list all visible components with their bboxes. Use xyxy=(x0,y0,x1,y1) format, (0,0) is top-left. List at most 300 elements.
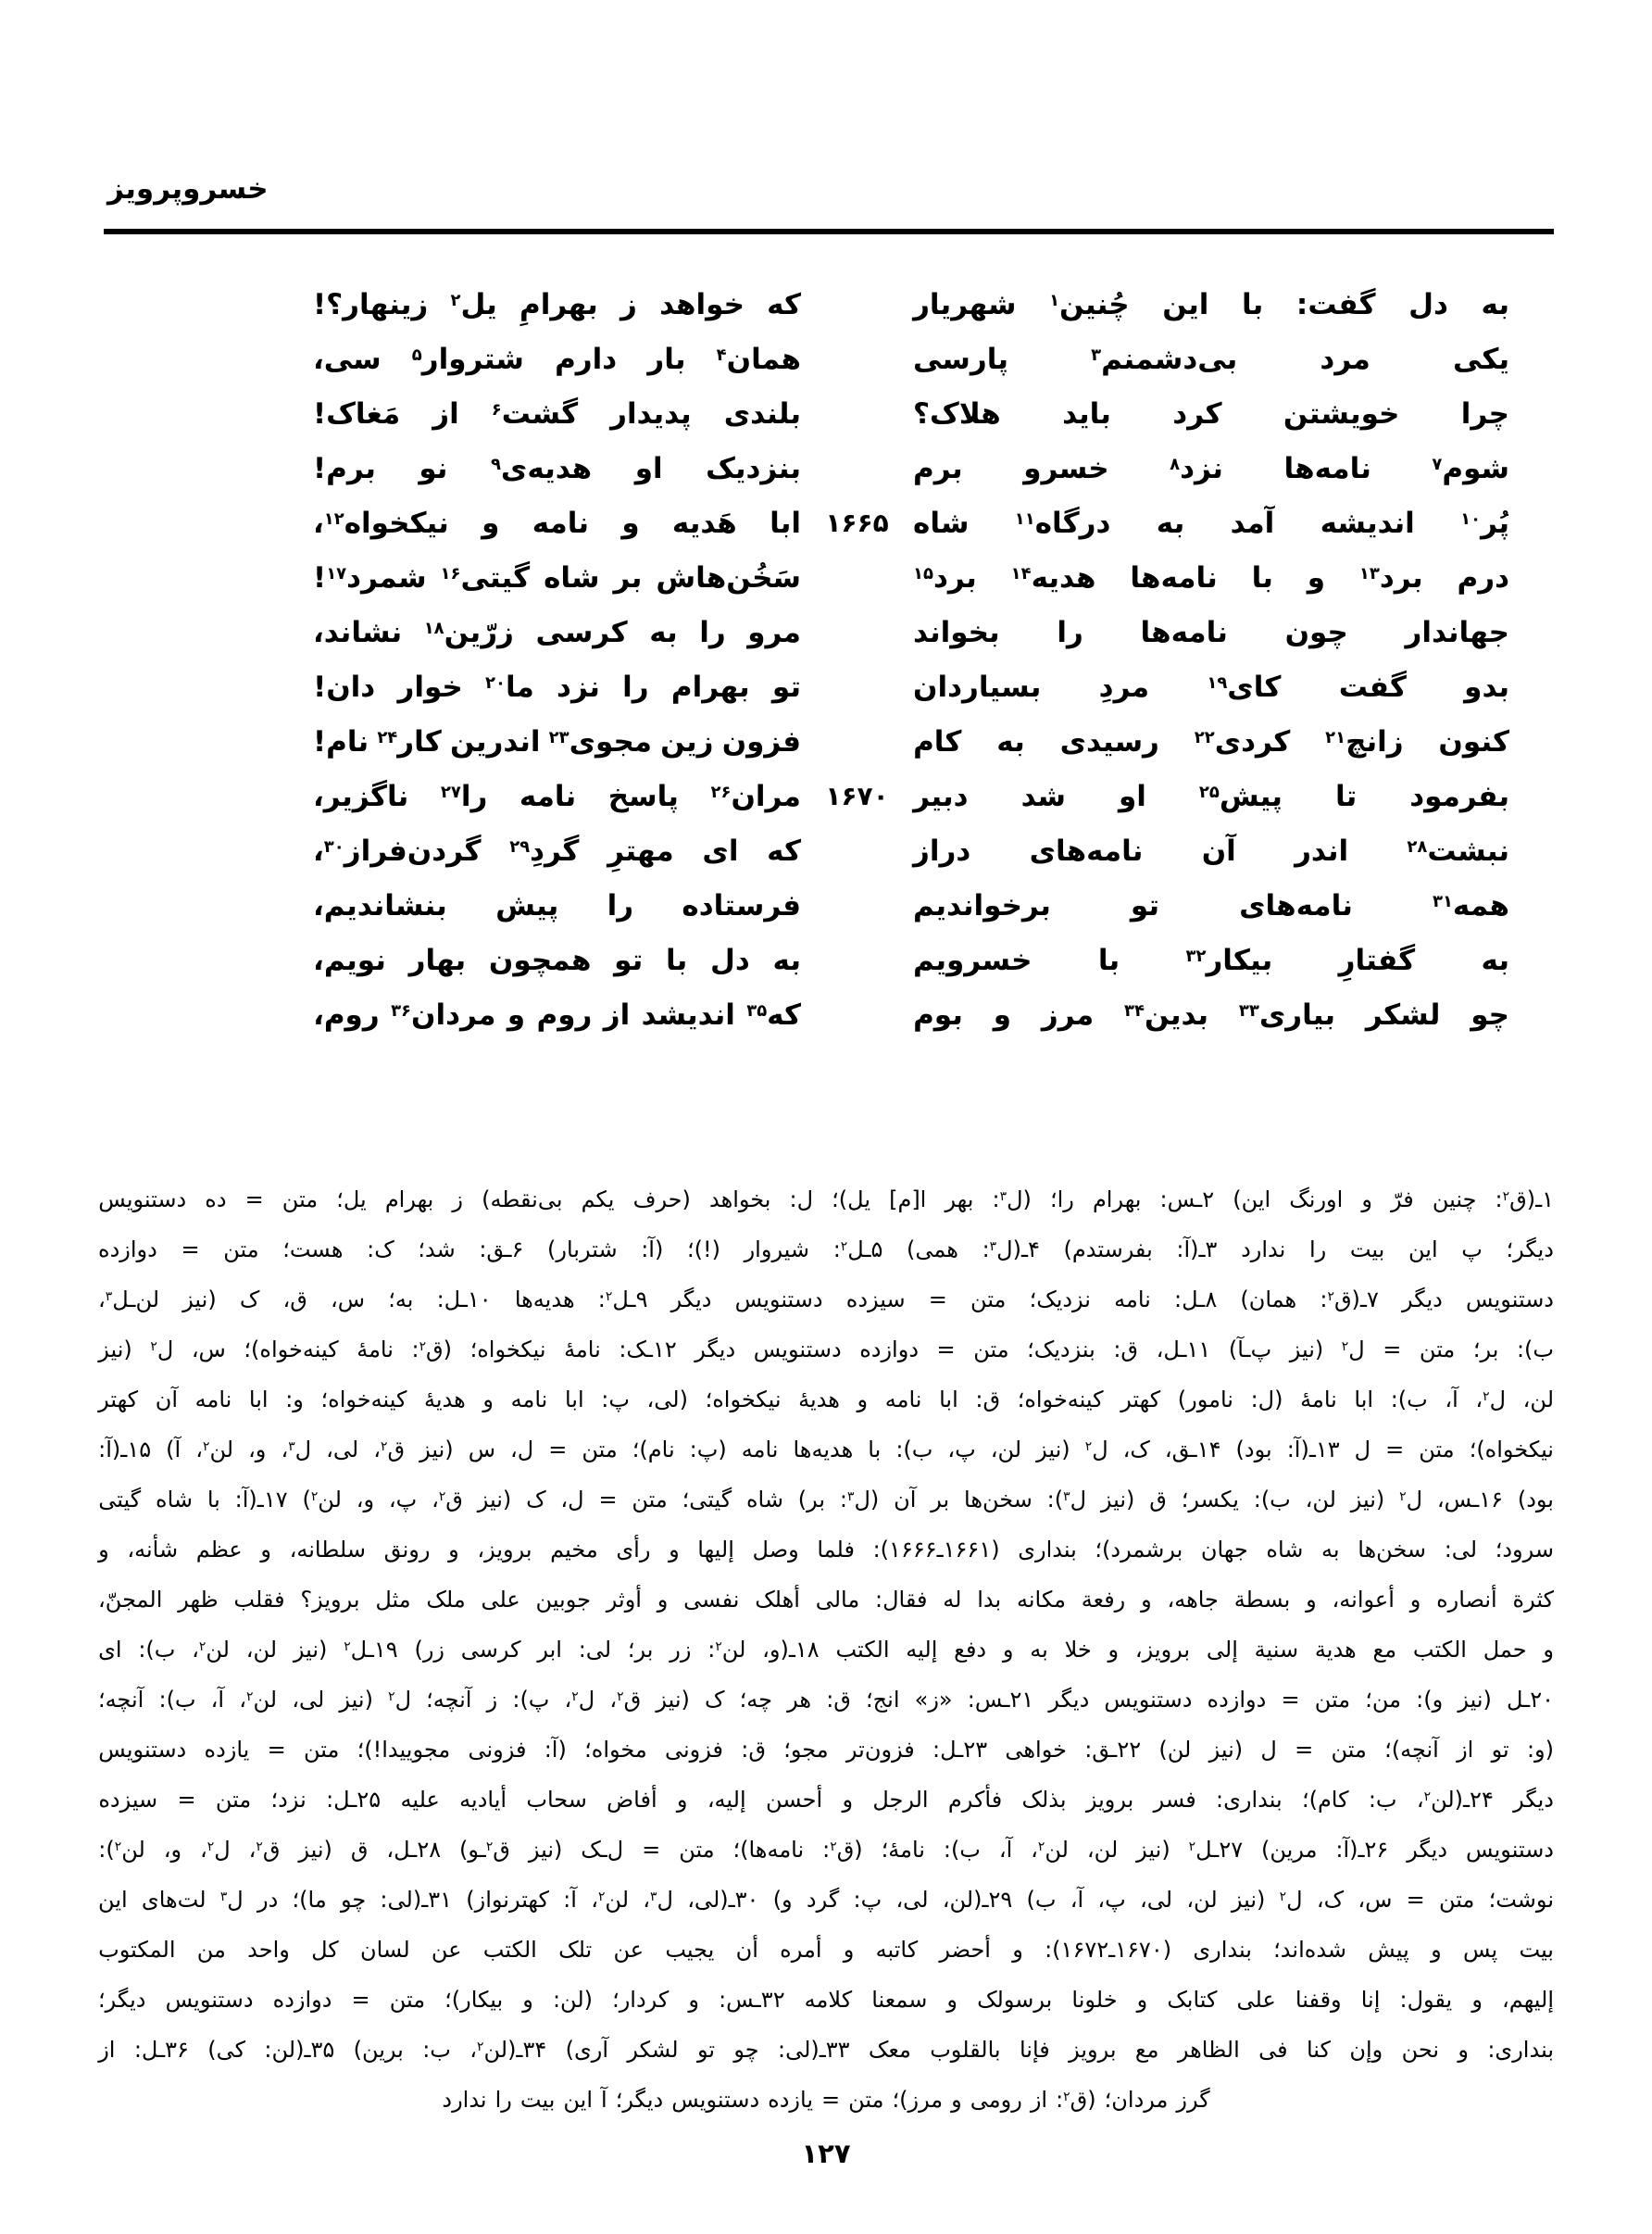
word: أوثر xyxy=(606,1587,642,1613)
word: هلاک؟ xyxy=(913,396,1001,431)
word: ۱۲ـک: xyxy=(619,1337,677,1362)
word: به xyxy=(1030,1637,1048,1663)
footnote-ref: ۳ xyxy=(288,1439,295,1455)
footnote-ref: ۲۰ xyxy=(485,672,506,693)
word: ۴ـ(ل$^۳$: xyxy=(982,1236,1040,1262)
word: برویز، xyxy=(1134,1637,1191,1663)
word: هست؛ xyxy=(282,1236,344,1262)
word: رسیدی xyxy=(1059,724,1159,759)
word: خواهی xyxy=(1005,1737,1067,1763)
word: = xyxy=(1385,1437,1405,1462)
word: دستنویس xyxy=(753,1337,842,1362)
word: مردان$^{۳۶}$ xyxy=(391,998,496,1032)
word: ای xyxy=(702,834,739,868)
word: بیاری$^{۳۳}$ xyxy=(1238,998,1336,1032)
word: أیادیه xyxy=(459,1787,507,1813)
word: به xyxy=(996,724,1025,759)
poem-columns xyxy=(313,277,1509,1042)
footnote-ref: ۲ xyxy=(198,1639,206,1655)
word: واحد xyxy=(247,1937,290,1963)
word: خسرو xyxy=(1023,451,1109,485)
word: (و: xyxy=(1526,1737,1554,1763)
word: با xyxy=(1242,287,1264,321)
word: برشمرد)؛ xyxy=(1095,1537,1183,1563)
word: رأی xyxy=(616,1537,651,1563)
word: پس xyxy=(1462,1937,1498,1963)
word: ۵ـل$^۲$: xyxy=(832,1236,883,1262)
word: ۱۴ـق، xyxy=(1164,1437,1221,1462)
word: فقال: xyxy=(875,1587,928,1613)
word: و xyxy=(843,1937,855,1963)
hemistich-first xyxy=(913,725,1509,759)
verse-row xyxy=(313,933,1509,987)
word: لن، xyxy=(1086,1837,1119,1863)
word: (نیز xyxy=(339,1687,373,1713)
word: مجو؛ xyxy=(783,1737,829,1763)
word: ل$^۲$، xyxy=(564,1687,595,1713)
word: شد؛ xyxy=(418,1236,456,1262)
word: بیت xyxy=(1519,1937,1554,1963)
word: له xyxy=(943,1587,962,1613)
word: دوازده xyxy=(1207,1687,1267,1713)
word: را xyxy=(494,2087,512,2113)
word: (حرف xyxy=(632,1186,691,1212)
word: نامه‌ها xyxy=(1283,451,1371,485)
word: آنچه؛ xyxy=(98,1687,144,1713)
word: س، xyxy=(331,1286,366,1312)
word: لن، xyxy=(1186,1887,1218,1913)
footnote-ref: ۳۲ xyxy=(1185,946,1207,966)
word: مهترِ xyxy=(607,834,674,868)
footnote-line xyxy=(98,1575,1554,1625)
word: نامهٔ xyxy=(1300,1387,1337,1412)
word: سخن‌ها xyxy=(1358,1537,1427,1563)
word: دبیر xyxy=(913,779,969,813)
footnote-ref: ۳ xyxy=(999,1189,1007,1205)
word: بنزدیک؛ xyxy=(1027,1337,1095,1362)
word: نامه xyxy=(1114,1286,1151,1312)
word: پیش$^{۲۵}$ xyxy=(1198,779,1283,813)
word: بذلک xyxy=(1021,1787,1067,1813)
word: را؛ xyxy=(1049,1186,1074,1212)
word: برویز xyxy=(1085,1787,1134,1813)
word: ۱۹ـل$^۲$ xyxy=(344,1637,398,1663)
verse-row xyxy=(313,386,1509,441)
word: و xyxy=(676,1787,688,1813)
word: مردِ xyxy=(1098,670,1150,704)
word: همی) xyxy=(907,1236,958,1262)
word: و): xyxy=(1416,1687,1444,1713)
word: آن xyxy=(894,1487,917,1512)
word: سرود؛ xyxy=(1495,1537,1554,1563)
word: با xyxy=(665,943,688,977)
word: متن xyxy=(848,2087,884,2113)
word: سنیة xyxy=(1254,1637,1299,1663)
word: شهریار xyxy=(913,287,1017,321)
word: شیروار xyxy=(744,1236,810,1262)
footnote-ref: ۳۴ xyxy=(1124,1000,1145,1021)
word: آ: xyxy=(563,1887,577,1913)
word: وإن xyxy=(1349,2037,1383,2063)
word: و xyxy=(260,1537,271,1563)
word: همچون xyxy=(488,943,592,977)
word: با xyxy=(1097,943,1120,977)
hemistich-first xyxy=(913,452,1509,485)
word: فزون xyxy=(721,724,801,759)
word: ل$^۳$، xyxy=(281,1437,312,1462)
word: یقول: xyxy=(1399,1987,1453,2013)
word: أهلک xyxy=(755,1587,800,1613)
word: را$^{۲۷}$ xyxy=(440,779,488,813)
hemistich-second xyxy=(313,452,801,485)
hemistich-second xyxy=(313,725,801,759)
hemistich-second xyxy=(313,397,801,431)
word: از xyxy=(1457,1737,1474,1763)
word: و xyxy=(522,1987,533,2013)
word: ۱۰ـل: xyxy=(436,1286,492,1312)
word: = xyxy=(821,2087,841,2113)
word: و xyxy=(1361,1186,1372,1212)
word: لن$^۲$، xyxy=(195,1437,234,1462)
word: ل$^۲$ xyxy=(1399,1487,1423,1512)
word: و xyxy=(98,1537,109,1563)
footnote-ref: ۲ xyxy=(245,1689,254,1705)
word: شوم$^۷$ xyxy=(1432,451,1509,485)
hemistich-second xyxy=(313,507,801,540)
word: کرسی xyxy=(535,615,628,649)
hemistich-first xyxy=(913,507,1509,540)
footnote-ref: ۲۵ xyxy=(1198,782,1220,802)
footnote-line xyxy=(98,1224,1554,1274)
word: بسیاردان xyxy=(913,670,1042,704)
footnote-ref: ۱۶ xyxy=(440,563,461,584)
word: نو xyxy=(419,451,448,485)
footnote-ref: ۱۱ xyxy=(1014,508,1035,529)
word: آری) xyxy=(565,2037,609,2063)
word: عن xyxy=(431,1937,462,1963)
word: کردار؛ xyxy=(612,1987,670,2013)
word: = xyxy=(1295,1737,1314,1763)
footnote-ref: ۲۹ xyxy=(509,836,531,857)
verse-row xyxy=(313,277,1509,332)
word: لت‌های xyxy=(141,1887,206,1913)
verse-row xyxy=(313,605,1509,659)
word: شأنه، xyxy=(127,1537,179,1563)
word: شد xyxy=(1020,779,1066,813)
word: ابا xyxy=(1354,1387,1374,1412)
verse-row xyxy=(313,441,1509,496)
word: ۲۲ـق: xyxy=(1084,1737,1142,1763)
word: أفاض xyxy=(607,1787,657,1813)
word: تو xyxy=(696,2037,716,2063)
word: مجوییدا!)؛ xyxy=(357,1737,451,1763)
word: ملک xyxy=(426,1587,466,1613)
footnote-line xyxy=(98,1475,1554,1525)
word: دراز xyxy=(913,834,971,868)
word: ب): xyxy=(138,1637,176,1663)
word: دیگر؛ xyxy=(1506,1236,1554,1262)
word: (ل$^۳$: xyxy=(992,1186,1032,1212)
footnotes-apparatus xyxy=(98,1174,1554,2125)
verse-row xyxy=(313,332,1509,386)
word: لی: xyxy=(1444,1537,1478,1563)
word: ۲۶ـ(آ: xyxy=(1335,1837,1389,1863)
word: پیش xyxy=(1368,1937,1409,1963)
word: «ز» xyxy=(914,1687,953,1713)
word: نامه xyxy=(884,1387,922,1412)
word: متن xyxy=(632,1487,668,1512)
word: دیگر xyxy=(1402,1286,1443,1312)
word: کل xyxy=(311,1937,339,1963)
hemistich-second xyxy=(313,998,801,1032)
word: کینه‌خواه؛ xyxy=(1017,1387,1104,1412)
word: ۲۸ـل، xyxy=(386,1837,442,1863)
word: آ xyxy=(601,2087,607,2113)
word: بر؛ xyxy=(1472,1337,1499,1362)
footnote-ref: ۲ xyxy=(597,1889,606,1905)
word: ل xyxy=(1354,1437,1371,1462)
word: المجنّ، xyxy=(98,1587,163,1613)
word: ۱۳ـ(آ: xyxy=(1286,1437,1340,1462)
word: بهرام xyxy=(384,1186,434,1212)
footnote-ref: ۳۵ xyxy=(746,1000,768,1021)
footnote-ref: ۲ xyxy=(310,1489,319,1505)
word: هدیه‌ها xyxy=(793,1437,854,1462)
word: دان! xyxy=(313,670,376,704)
word: فقلب xyxy=(233,1587,285,1613)
footnote-ref: ۱۵ xyxy=(913,563,933,584)
word: لن، xyxy=(245,1637,278,1663)
hemistich-first xyxy=(913,835,1509,868)
word: ب: xyxy=(422,2037,451,2063)
verse-number: ۱۶۶۵ xyxy=(825,508,889,538)
word: مخیم xyxy=(550,1537,598,1563)
footnote-ref: ۷ xyxy=(1432,454,1443,474)
word: و xyxy=(1108,1637,1120,1663)
word: کتابک xyxy=(1167,1987,1218,2013)
word: جوبین xyxy=(535,1587,591,1613)
word: یجیب xyxy=(665,1937,715,1963)
word: علی xyxy=(481,1587,520,1613)
word: ۷ـ(ق$^۲$: xyxy=(1320,1286,1379,1312)
word: نویم، xyxy=(313,943,386,977)
hemistich-first xyxy=(913,561,1509,595)
word: و، xyxy=(163,1837,182,1863)
word: انج؛ xyxy=(866,1687,900,1713)
word: فأکرم xyxy=(947,1787,1003,1813)
footnote-ref: ۳ xyxy=(847,1489,855,1505)
word: کثرة xyxy=(1512,1587,1554,1613)
footnote-ref: ۵ xyxy=(411,345,422,365)
word: (نیز xyxy=(477,1487,512,1512)
word: برویز xyxy=(1069,2037,1117,2063)
word: کی) xyxy=(207,2037,246,2063)
word: بنداری xyxy=(1193,1937,1252,1963)
word: ز xyxy=(620,287,637,321)
word: فسر xyxy=(1153,1787,1196,1813)
word: الرجل xyxy=(872,1787,929,1813)
word: این xyxy=(1408,1236,1438,1262)
footnote-ref: ۲۳ xyxy=(548,727,569,747)
word: برد$^{۱۵}$ xyxy=(913,560,977,595)
word: ای xyxy=(98,1637,122,1663)
hemistich-second xyxy=(313,835,801,868)
footnote-line xyxy=(98,1825,1554,1875)
word: از xyxy=(1030,2087,1048,2113)
word: ۳ـ(آ: xyxy=(1176,1236,1218,1262)
word: اندیشه xyxy=(1320,506,1415,540)
word: درگاه$^{۱۱}$ xyxy=(1014,506,1111,540)
footnote-ref: ۳۱ xyxy=(1432,891,1453,911)
word: ۳۲ـس: xyxy=(719,1987,785,2013)
word: فزونی xyxy=(665,1737,723,1763)
word: بفرمود xyxy=(1409,779,1509,813)
word: و xyxy=(1002,1637,1014,1663)
word: و xyxy=(688,1987,699,2013)
word: ق: xyxy=(975,1387,1001,1412)
word: ل$^۲$، xyxy=(199,1837,231,1863)
word: که$^{۳۵}$ xyxy=(746,998,801,1032)
word: لی، xyxy=(292,1687,325,1713)
word: بسطة xyxy=(1233,1587,1291,1613)
word: برویز؟ xyxy=(300,1587,360,1613)
word: نامه xyxy=(532,506,589,540)
footnote-ref: ۲ xyxy=(206,1839,215,1855)
word: این xyxy=(98,1887,128,1913)
word: (ل: xyxy=(1250,1387,1283,1412)
footnote-ref: ۳ xyxy=(219,1889,228,1905)
word: الکتب xyxy=(1412,1637,1467,1663)
word: ل$^۲$، xyxy=(1475,1387,1507,1412)
word: کنا xyxy=(1306,2037,1331,2063)
word: (نیز xyxy=(182,1286,217,1312)
footnote-line xyxy=(98,2075,1554,2125)
word: ک، xyxy=(1316,1887,1345,1913)
word: مرز xyxy=(1041,998,1095,1032)
word: أن xyxy=(735,1937,758,1963)
word: ک xyxy=(526,1487,546,1512)
word: لی، xyxy=(326,1437,359,1462)
word: رومی xyxy=(970,2087,1022,2113)
word: شاه xyxy=(544,560,600,595)
word: (نیز xyxy=(1458,1687,1492,1713)
hemistich-second xyxy=(313,616,801,649)
word: چو xyxy=(1471,998,1509,1032)
word: = xyxy=(936,1337,956,1362)
word: برسولک xyxy=(977,1987,1053,2013)
word: یکم xyxy=(581,1186,615,1212)
word: فلما xyxy=(817,1537,855,1563)
word: تو xyxy=(1491,1737,1509,1763)
word: ق: xyxy=(826,1687,851,1713)
word: برم! xyxy=(313,451,376,485)
word: متن xyxy=(1419,1337,1456,1362)
footnote-ref: ۲ xyxy=(477,2039,484,2055)
word: کرسی xyxy=(460,1637,521,1663)
word: ل$^۲$ xyxy=(388,1687,411,1713)
word: (آ: xyxy=(641,1236,664,1262)
word: آ، xyxy=(1070,1887,1084,1913)
word: چه؛ xyxy=(739,1687,772,1713)
word: بر) xyxy=(797,1487,826,1512)
word: = xyxy=(181,1236,200,1262)
word: به؛ xyxy=(388,1286,414,1312)
word: کای$^{۱۹}$ xyxy=(1207,670,1282,704)
word: = xyxy=(351,1987,370,2013)
word: لشکر xyxy=(627,2037,679,2063)
word: الکتب xyxy=(482,1937,537,1963)
word: تو xyxy=(614,943,644,977)
word: دل xyxy=(710,943,750,977)
word: برد$^{۱۳}$ xyxy=(1358,560,1423,595)
word: پ، xyxy=(947,1437,976,1462)
hemistich-first xyxy=(913,944,1509,977)
word: ق$^۲$ـو) xyxy=(459,1837,510,1863)
word: چو xyxy=(340,1887,367,1913)
word: شاه xyxy=(1266,1537,1304,1563)
word: = xyxy=(642,1837,661,1863)
word: ق$^۲$، xyxy=(609,1687,642,1713)
word: (ق$^۲$: xyxy=(411,1337,453,1362)
word: و xyxy=(857,1387,869,1412)
hemistich-first xyxy=(913,780,1509,813)
word: ما)؛ xyxy=(292,1887,327,1913)
word: بخواهد xyxy=(708,1186,771,1212)
word: زرّین$^{۱۸}$ xyxy=(423,615,514,649)
word: بنداری: xyxy=(1216,1787,1283,1813)
footnote-ref: ۲ xyxy=(150,1339,157,1355)
footnote-line xyxy=(98,1775,1554,1825)
word: را xyxy=(1308,1236,1327,1262)
word: ابر xyxy=(537,1637,562,1663)
word: دیگر xyxy=(1513,1787,1554,1813)
word: کنون xyxy=(1438,724,1509,759)
word: و xyxy=(482,506,500,540)
word: س، xyxy=(191,1337,226,1362)
word: دستنویس xyxy=(671,2087,760,2113)
word: کینه‌خواه)؛ xyxy=(244,1337,339,1362)
word: او xyxy=(1118,779,1146,813)
word: وقفنا xyxy=(1295,1987,1342,2013)
word: گرز xyxy=(1176,2087,1210,2113)
word: متن xyxy=(1419,1437,1455,1462)
word: مرد xyxy=(1320,342,1370,376)
word: (نیز xyxy=(1136,1837,1170,1863)
footnote-ref: ۲ xyxy=(840,1239,848,1255)
word: سی، xyxy=(313,342,382,376)
footnote-ref: ۲۶ xyxy=(710,782,732,802)
verse-row xyxy=(313,769,1509,823)
word: إلیه، xyxy=(707,1787,746,1813)
word: إلیهم، xyxy=(1501,1987,1554,2013)
hemistich-second xyxy=(313,561,801,595)
word: بی‌دشمنم$^۳$ xyxy=(1091,342,1238,376)
word: متن xyxy=(1314,1687,1351,1713)
word: زانچ$^{۲۱}$ xyxy=(1325,724,1404,759)
word: ل$^۲$ xyxy=(1279,1887,1303,1913)
word: برویز، xyxy=(477,1537,532,1563)
word: نامهٔ؛ xyxy=(881,1837,925,1863)
word: سخن‌ها xyxy=(964,1487,1032,1512)
word: و، xyxy=(356,1487,375,1512)
word: لن$^۲$) xyxy=(302,1487,342,1512)
word: بر؛ xyxy=(627,1637,654,1663)
word: هَدیه xyxy=(671,506,737,540)
hemistich-second xyxy=(313,944,801,977)
word: مرز)؛ xyxy=(892,2087,944,2113)
footnote-ref: ۴ xyxy=(716,345,727,365)
word: متن xyxy=(970,1286,1007,1312)
